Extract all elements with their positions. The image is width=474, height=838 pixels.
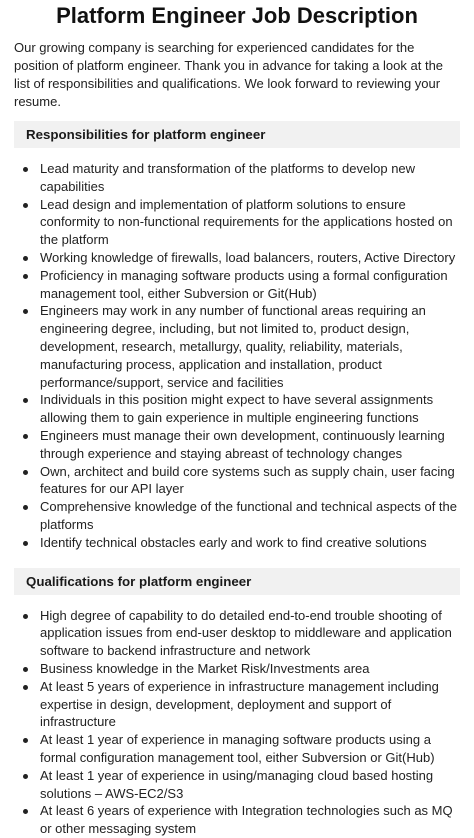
list-item: Lead maturity and transformation of the platforms to develop new capabilities (14, 160, 460, 196)
list-item: At least 1 year of experience in using/managing cloud based hosting solutions – AWS-EC2/S3 (14, 767, 460, 803)
qualifications-heading: Qualifications for platform engineer (14, 568, 460, 595)
list-item: Working knowledge of firewalls, load balancers, routers, Active Directory (14, 249, 460, 267)
responsibilities-heading: Responsibilities for platform engineer (14, 121, 460, 148)
list-item: High degree of capability to do detailed end-to-end trouble shooting of application issues from end-user desktop to middleware and application software to backend infrastructure and network (14, 607, 460, 660)
list-item: Lead design and implementation of platform solutions to ensure conformity to non-functional requirements for the applications hosted on the platform (14, 196, 460, 249)
list-item: Business knowledge in the Market Risk/Investments area (14, 660, 460, 678)
list-item: Comprehensive knowledge of the functional and technical aspects of the platforms (14, 498, 460, 534)
list-item: At least 6 years of experience with Integration technologies such as MQ or other messaging system (14, 802, 460, 838)
list-item: Proficiency in managing software products using a formal configuration management tool, either Subversion or Git(Hub) (14, 267, 460, 303)
intro-paragraph: Our growing company is searching for experienced candidates for the position of platform engineer. Thank you in advance for taking a look at the list of responsibilities and qualifications. We look forward to reviewing your resume. (14, 40, 444, 109)
list-item: Engineers must manage their own development, continuously learning through experience and staying abreast of technology changes (14, 427, 460, 463)
page-title: Platform Engineer Job Description (56, 3, 418, 28)
list-item: Identify technical obstacles early and work to find creative solutions (14, 534, 460, 552)
list-item: Engineers may work in any number of functional areas requiring an engineering degree, including, but not limited to, product design, development, research, metallurgy, quality, reliability, materials, manufacturing process, application and installation, product performance/support, service and facilities (14, 302, 460, 391)
list-item: At least 1 year of experience in managing software products using a formal configuration management tool, either Subversion or Git(Hub) (14, 731, 460, 767)
list-item: Individuals in this position might expect to have several assignments allowing them to gain experience in multiple engineering functions (14, 391, 460, 427)
list-item: Own, architect and build core systems such as supply chain, user facing features for our API layer (14, 463, 460, 499)
responsibilities-list (14, 160, 460, 552)
qualifications-list (14, 607, 460, 838)
list-item: At least 5 years of experience in infrastructure management including expertise in design, development, deployment and support of infrastructure (14, 678, 460, 731)
